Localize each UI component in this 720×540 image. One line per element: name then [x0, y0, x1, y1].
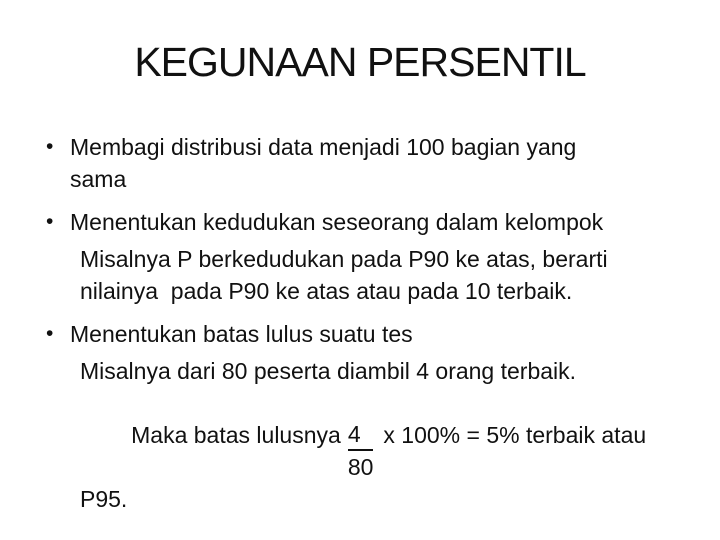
slide-body [44, 131, 696, 515]
formula-suffix: x 100% = 5% terbaik atau [383, 422, 647, 448]
bullet-item-1 [44, 131, 696, 195]
text-line: sama [70, 166, 127, 192]
text-line: nilainya pada P90 ke atas atau pada 10 terbaik. [80, 278, 573, 304]
fraction-numerator: 4 [348, 419, 374, 451]
bullet-icon: • [46, 135, 54, 158]
formula-prefix: Maka batas lulusnya [131, 422, 341, 448]
text-line: Membagi distribusi data menjadi 100 bagian yang [70, 134, 577, 160]
sub-note-2 [44, 355, 696, 515]
bullet-icon: • [46, 322, 54, 345]
sub-note-1 [44, 243, 696, 307]
fraction [347, 419, 374, 480]
bullet-item-3 [44, 318, 696, 350]
bullet-icon: • [46, 210, 54, 233]
fraction-denominator: 80 [347, 454, 374, 480]
formula-line [80, 387, 696, 483]
text-line: Misalnya dari 80 peserta diambil 4 orang terbaik. [80, 358, 577, 384]
bullet-item-2 [44, 206, 696, 238]
text-line: Misalnya P berkedudukan pada P90 ke atas, berarti [80, 246, 608, 272]
text-line: Menentukan batas lulus suatu tes [70, 321, 413, 347]
text-line: Menentukan kedudukan seseorang dalam kelompok [70, 209, 604, 235]
text-line: P95. [80, 486, 128, 512]
slide-title: KEGUNAAN PERSENTIL [134, 39, 586, 85]
